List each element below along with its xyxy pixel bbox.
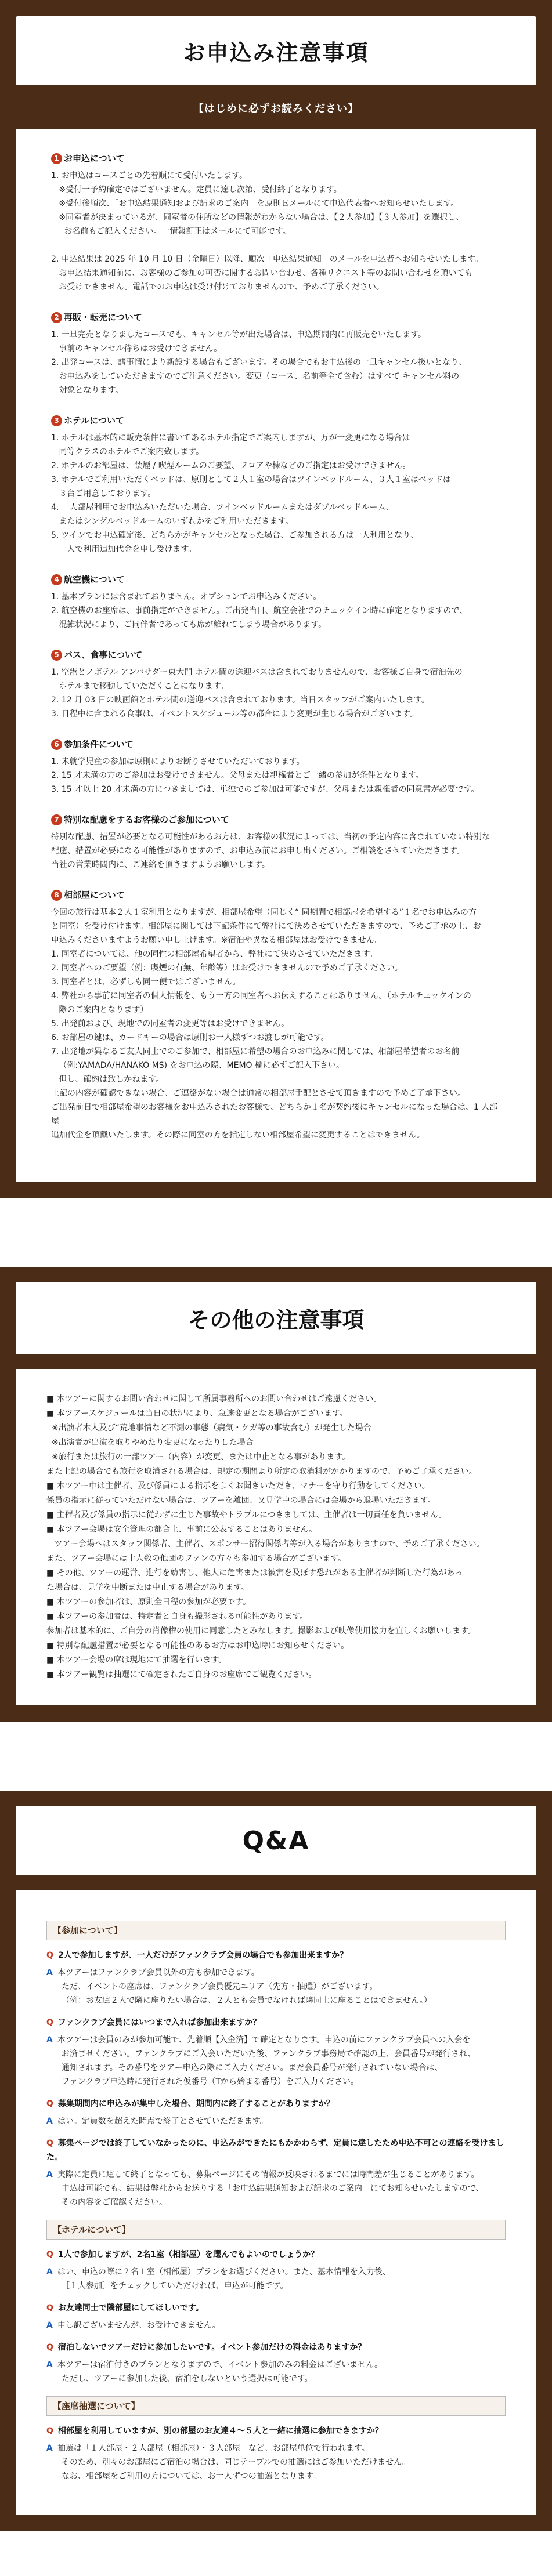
section-line: 追加代金を頂戴いたします。その際に同室の方を指定しない相部屋希望に変更することはできません。: [51, 1131, 425, 1140]
answer-text: 実際に定員に達して終了となっても、募集ページにその情報が反映されるまでには時間差が生じることがあります。: [57, 2170, 479, 2179]
notice-section: [51, 888, 501, 1142]
qa-category-header: 【座席抽選について】: [46, 2396, 506, 2416]
section-number-badge: 7: [51, 814, 62, 825]
section-line: 3. 同室者とは、必ずしも同一便ではございません。: [51, 977, 241, 987]
answer: [46, 2358, 506, 2386]
question-marker: Q: [46, 2426, 53, 2436]
section-line: お申込結果通知前に、お客様のご参加の可否に関するお問い合わせ、各種リクエスト等のお問い合わせを頂いても: [51, 269, 473, 278]
section-line: 5. ツインでお申込確定後、どちらかがキャンセルとなった場合、ご参加される方は一人利用となり、: [51, 531, 419, 540]
section-heading: [51, 310, 501, 324]
section-line: お受けできません。電話でのお申込は受け付けておりませんので、予めご了承ください。: [51, 282, 384, 292]
section-line: 1. 空港とノボテル アンバサダー東大門 ホテル間の送迎バスは含まれておりませんので、お客様ご自身で宿泊先の: [51, 668, 463, 677]
section-line: 5. 出発前および、現地での同室者の変更等はお受けできません。: [51, 1019, 290, 1028]
question-text: 相部屋を利用していますが、別の部屋のお友達４～５人と一緒に抽選に参加できますか？: [57, 2426, 383, 2436]
answer-line: [46, 1994, 506, 2008]
section-line: 2. 出発コースは、諸事情により新設する場合もございます。その場合でもお申込後の一旦キャンセル扱いとなり、: [51, 358, 467, 367]
answer-line: [46, 2372, 506, 2386]
other-notice-line: ※出演者本人及び“荒地事情など不測の事態（病気・ケガ等の事故含む）が発生した場合: [46, 1423, 371, 1433]
answer-line: [46, 2061, 506, 2075]
other-notice-line: ■ 本ツアーの参加者は、特定者と自身も撮影される可能性があります。: [46, 1612, 308, 1621]
section-line: 3. 15 才以上 20 才未満の方につきましては、単独でのご参加は可能ですが、父母または親権者の同意書が必要です。: [51, 785, 479, 794]
section-line: 2. ホテルのお部屋は、禁煙 / 喫煙ルームのご要望、フロアや棟などのご指定はお受けできません。: [51, 461, 411, 470]
answer-text: ただ、イベントの座席は、ファンクラブ会員優先エリア（先方・抽選）がございます。: [62, 1982, 378, 1991]
answer-text: 抽選は「１人部屋・２人部屋（相部屋）・３人部屋」など、お部屋単位で行われます。: [57, 2444, 370, 2453]
section-number-badge: 6: [51, 739, 62, 750]
question-text: 1人で参加しますが、2名1室（相部屋）を選んでもよいのでしょうか？: [57, 2250, 319, 2259]
other-notice-line: ■ 主催者及び係員の指示に従わずに生じた事故やトラブルにつきましては、主催者は一切責任を負いません。: [46, 1510, 447, 1520]
answer-marker: A: [46, 1968, 53, 1977]
section-line: 4. 弊社から事前に同室者の個人情報を、もう一方の同室者へお伝えすることはありません。（ホテルチェックインの: [51, 991, 471, 1001]
section-line: 同等クラスのホテルでご案内致します。: [51, 447, 204, 456]
notice-section: [51, 813, 501, 872]
notice-section: [51, 737, 501, 796]
question-marker: Q: [46, 2018, 53, 2027]
answer: [46, 2033, 506, 2089]
other-content: [16, 1369, 536, 1705]
other-notice-line: ※出演者が出演を取りやめたり変更になったりした場合: [46, 1438, 254, 1447]
other-notice-line: ■ 本ツアーの参加者は、原則全日程の参加が必要です。: [46, 1597, 251, 1607]
other-notice-line: ■ 本ツアーに関するお問い合わせに関して所属事務所へのお問い合わせはご遠慮ください。: [46, 1394, 382, 1404]
section-line: 1. 未就学児童の参加は原則によりお断りさせていただいております。: [51, 757, 305, 766]
question: [46, 2340, 506, 2354]
section-line: 2. 航空機のお座席は、事前指定ができません。ご出発当日、航空会社でのチェックイン時に確定となりますので、: [51, 606, 468, 615]
answer: [46, 1966, 506, 2008]
other-notice-line: 係員の指示に従っていただけない場合は、ツアーを離団、又見学中の場合には会場から退場いただきます。: [46, 1496, 436, 1505]
answer-marker: A: [46, 2321, 53, 2330]
answer-line: [46, 2195, 506, 2209]
answer: [46, 2318, 506, 2332]
section-heading: [51, 737, 501, 751]
answer: [46, 2114, 506, 2128]
answer-line: [46, 2168, 506, 2182]
qa-content: [16, 1890, 536, 2515]
answer-text: そのため、別々のお部屋にご宿泊の場合は、同じテーブルでの抽選にはご参加いただけません。: [62, 2458, 411, 2467]
notice-content: [16, 129, 536, 1182]
question-marker: Q: [46, 2303, 53, 2313]
other-notice-line: ■ 本ツアー会場の席は現地にて抽選を行います。: [46, 1655, 227, 1665]
section-line: ※受付一予約確定ではございません。定員に達し次第、受付終了となります。: [51, 185, 342, 194]
section-title: ホテルについて: [64, 415, 124, 426]
answer-text: はい、申込の際に２名１室（相部屋）プランをお選びください。また、基本情報を入力後、: [57, 2267, 391, 2277]
section-line: 事前のキャンセル待ちはお受けできません。: [51, 344, 222, 353]
question-text: ファンクラブ会員にはいつまで入れば参加出来ますか？: [57, 2018, 261, 2027]
section-title: バス、食事について: [64, 650, 143, 660]
question: [46, 2424, 506, 2438]
section-line: [51, 238, 501, 252]
section-heading: [51, 648, 501, 662]
section-spacer: [0, 1198, 552, 1267]
notice-section: [51, 151, 501, 294]
section-heading: [51, 151, 501, 165]
section-spacer: [0, 1722, 552, 1791]
section-title: お申込について: [64, 153, 125, 164]
section-number-badge: 1: [51, 153, 62, 164]
section-line: 今回の旅行は基本２人１室利用となりますが、相部屋希望（同じく“ 同期間で相部屋を希望する”１名でお申込みの方: [51, 908, 477, 917]
answer-line: [46, 2047, 506, 2061]
other-notice-line: 参加者は基本的に、ご自分の肖像権の使用に同意したとみなします。撮影および映像使用協力を宜しくお願いします。: [46, 1626, 476, 1636]
section-line: 3. ホテルでご利用いただくベッドは、原則として２人１室の場合はツインベッドルーム、３人１室はベッドは: [51, 475, 451, 484]
answer-marker: A: [46, 2170, 53, 2179]
other-notice-line: ツアー会場へはスタッフ関係者、主催者、スポンサー招待関係者等が入る場合がありますので、予めご了承ください。: [46, 1539, 485, 1549]
section-line: 2. 12 月 03 日の映画館とホテル間の送迎バスは含まれております。当日スタッフがご案内いたします。: [51, 695, 430, 705]
answer-line: [46, 2265, 506, 2279]
section-line: 申込みくださいますようお願い申し上げます。※宿泊や異なる相部屋はお受けできません。: [51, 936, 383, 945]
answer-text: 本ツアーはファンクラブ会員以外の方も参加できます。: [57, 1968, 259, 1977]
other-notice-line: ■ 特別な配慮措置が必要となる可能性のあるお方はお申込時にお知らせください。: [46, 1641, 349, 1650]
answer-text: 本ツアーは会員のみが参加可能で、先着順【入金済】で確定となります。申込の前にファンクラブ会員への入会を: [57, 2035, 471, 2045]
section-heading: [51, 813, 501, 827]
section-line: （例:YAMADA/HANAKO MS) をお申込の際、MEMO 欄に必ずご記入下さい。: [51, 1061, 344, 1070]
answer-marker: A: [46, 2117, 53, 2126]
section-line: ホテルまで移動していただくことになります。: [51, 682, 229, 691]
section-line: 2. 15 才未満の方のご参加はお受けできません。父母または親権者とご一緒の参加が条件となります。: [51, 771, 424, 780]
question-marker: Q: [46, 2343, 53, 2352]
section-title: 航空機について: [64, 574, 125, 585]
notice-section: [51, 573, 501, 632]
section-line: 2. 申込結果は 2025 年 10 月 10 日（金曜日）以降、順次「申込結果通知」のメールを申込者へお知らせいたします。: [51, 255, 483, 264]
answer-line: [46, 2318, 506, 2332]
answer-line: [46, 2455, 506, 2469]
other-notice-line: ■ 本ツアースケジュールは当日の状況により、急遽変更となる場合がございます。: [46, 1409, 348, 1418]
section-heading: [51, 414, 501, 427]
answer-line: [46, 2279, 506, 2293]
section-line: 当社の営業時間内に、ご連絡を頂きますようお願いします。: [51, 860, 270, 869]
section-line: 7. 出発地が異なるご友人同士でのご参加で、相部屋に希望の場合のお申込みに関しては、相部屋希望者のお名前: [51, 1047, 460, 1056]
answer-text: ただし、ツアーに参加した後、宿泊をしないという選択は可能です。: [62, 2374, 313, 2383]
other-notice-line: ■ 本ツアー会場は安全管理の都合上、事前に公表することはありません。: [46, 1525, 318, 1534]
question-marker: Q: [46, 2139, 53, 2148]
other-title: その他の注意事項: [16, 1282, 536, 1354]
answer-line: [46, 2033, 506, 2047]
section-title: 特別な配慮をするお客様のご参加について: [64, 814, 229, 825]
section-line: ※同室者が決まっているが、同室者の住所などの情報がわからない場合は、【２人参加】【３人参加】を選択し、: [51, 213, 464, 222]
qa-title: Q&A: [16, 1806, 536, 1875]
section-line: 一人で利用追加代金を申し受けます。: [51, 545, 197, 554]
section-number-badge: 3: [51, 415, 62, 426]
qa-body: [0, 1890, 552, 2531]
section-line: 但し、確約は致しかねます。: [51, 1075, 164, 1084]
answer: [46, 2265, 506, 2293]
answer-line: [46, 2114, 506, 2128]
section-line: 際のご案内となります）: [51, 1005, 149, 1015]
notice-header: [0, 0, 552, 129]
section-line: 1. 一旦完売となりましたコースでも、キャンセル等が出た場合は、申込期間内に再販売をいたします。: [51, 330, 426, 339]
section-number-badge: 8: [51, 890, 62, 901]
section-line: 上記の内容が確認できない場合、ご連絡がない場合は通常の相部屋手配とさせて頂きますので予めご了承下さい。: [51, 1089, 466, 1098]
answer-text: 本ツアーは宿泊付きのプランとなりますので、イベント参加のみの料金はございません。: [57, 2360, 383, 2370]
section-line: 対象となります。: [51, 386, 124, 395]
section-heading: [51, 573, 501, 586]
section-number-badge: 5: [51, 650, 62, 661]
other-notice-line: ■ 本ツアー中は主催者、及び係員による指示をよくお聞きいただき、マナーを守り行動をしてください。: [46, 1481, 430, 1491]
question: [46, 2136, 506, 2164]
other-body: [0, 1369, 552, 1722]
section-line: お名前もご記入ください。一情報訂正はメールにて可能です。: [51, 227, 291, 236]
question-text: 募集ページでは終了していなかったのに、申込みができたにもかかわらず、定員に達したため申込不可との連絡を受けました。: [46, 2139, 504, 2162]
question: [46, 2248, 506, 2262]
question-text: 募集期間内に申込みが集中した場合、期間内に終了することがありますか？: [57, 2099, 334, 2108]
answer-text: はい。定員数を超えた時点で終了とさせていただきます。: [57, 2117, 268, 2126]
answer-line: [46, 2441, 506, 2455]
section-line: 3. 日程中に含まれる食事は、イベントスケジュール等の都合により変更が生じる場合がございます。: [51, 709, 418, 719]
answer-text: その内容をご確認ください。: [62, 2198, 167, 2207]
answer-line: [46, 2075, 506, 2089]
section-line: 1. 同室者については、他の同性の相部屋希望者から、弊社にて決めさせていただきます。: [51, 950, 378, 959]
section-title: 参加条件について: [64, 739, 134, 749]
section-line: 4. 一人部屋利用でお申込みいただいた場合、ツインベッドルームまたはダブルベッドルーム、: [51, 503, 394, 512]
qa-category-header: 【ホテルについて】: [46, 2220, 506, 2240]
section-line: お申込みをしていただきますのでご注意ください。変更（コース、名前等全て含む）はすべて キャンセル料の: [51, 372, 460, 381]
answer-line: [46, 2469, 506, 2483]
qa-header: [0, 1791, 552, 1890]
answer-marker: A: [46, 2444, 53, 2453]
section-line: 混雑状況により、ご同伴者であっても席が離れてしまう場合があります。: [51, 620, 327, 629]
section-heading: [51, 888, 501, 902]
section-line: 1. ホテルは基本的に販売条件に書いてあるホテル指定でご案内しますが、万が一変更になる場合は: [51, 433, 410, 443]
section-number-badge: 4: [51, 574, 62, 585]
other-notice-line: た場合は、見学を中断または中止する場合があります。: [46, 1583, 249, 1592]
notice-body: [0, 129, 552, 1198]
answer-marker: A: [46, 2035, 53, 2045]
answer-line: [46, 1966, 506, 1980]
answer-marker: A: [46, 2360, 53, 2370]
section-line: 特別な配慮、措置が必要となる可能性があるお方は、お客様の状況によっては、当初の予定内容に含まれていない特別な: [51, 832, 490, 842]
notice-section: [51, 648, 501, 721]
answer-text: ［１人参加］をチェックしていただければ、申込が可能です。: [62, 2281, 288, 2291]
section-line: ※受付後順次、「お申込結果通知および請求のご案内」を原則Ｅメールにて申込代表者へお知らせいたします。: [51, 199, 459, 208]
page-title: お申込み注意事項: [183, 40, 369, 66]
answer-text: 申し訳ございませんが、お受けできません。: [57, 2321, 221, 2330]
section-line: 6. お部屋の鍵は、カードキーの場合は原則お一人様ずつお渡しが可能です。: [51, 1033, 329, 1042]
answer-text: なお、相部屋をご利用の方については、お一人ずつの抽選となります。: [62, 2472, 321, 2481]
answer: [46, 2168, 506, 2209]
section-line: 配慮、措置が必要になる可能性がありますので、お申込み前にお申し出ください。ご相談をさせていただきます。: [51, 846, 465, 856]
question-text: お友達同士で隣部屋にしてほしいです。: [57, 2303, 204, 2313]
question-text: 2人で参加しますが、一人だけがファンクラブ会員の場合でも参加出来ますか？: [57, 1951, 348, 1960]
answer: [46, 2441, 506, 2483]
notice-section: [51, 310, 501, 397]
section-number-badge: 2: [51, 312, 62, 323]
answer-text: 申込は可能でも、結果は弊社からお送りする「お申込結果通知および請求のご案内」にてお知らせいたしますので、: [62, 2184, 484, 2193]
question: [46, 2301, 506, 2315]
section-line: またはシングルベッドルームのいずれかをご利用いただきます。: [51, 517, 294, 526]
qa-category-header: 【参加について】: [46, 1921, 506, 1940]
section-title: 相部屋について: [64, 890, 125, 900]
notice-section: [51, 414, 501, 556]
section-line: 2. 同室者へのご要望（例：喫煙の有無、年齢等）はお受けできませんので予めご了承ください。: [51, 963, 403, 973]
question-marker: Q: [46, 1951, 53, 1960]
other-notice-line: また上記の場合でも旅行を取消される場合は、規定の期間より所定の取消料がかかりますので、予めご了承ください。: [46, 1467, 477, 1476]
page-subtitle: 【はじめに必ずお読みください】: [0, 85, 552, 129]
other-header: [0, 1267, 552, 1369]
question-text: 宿泊しないでツアーだけに参加したいです。イベント参加だけの料金はありますか？: [57, 2343, 366, 2352]
answer-text: ファンクラブ申込時に発行された仮番号（Tから始まる番号）をご入力ください。: [62, 2077, 359, 2086]
other-notice-line: ■ その他、ツアーの運営、進行を妨害し、他人に危害または被害を及ぼす恐れがある主催者が判断した行為があっ: [46, 1568, 463, 1578]
section-line: 1. 基本プランには含まれておりません。オプションでお申込みください。: [51, 592, 322, 602]
section-line: 1. お申込はコースごとの先着順にて受付いたします。: [51, 171, 247, 180]
question: [46, 1948, 506, 1962]
section-line: と同室）を受け付けます。相部屋に関しては下記条件にて弊社にて決めさせていただきますので、予めご了承の上、お: [51, 922, 481, 931]
answer-text: 通知されます。その番号をツアー申込の際にご入力ください。まだ会員番号が発行されていない場合は、: [62, 2063, 443, 2073]
question: [46, 2016, 506, 2030]
notice-title-box: [16, 16, 536, 85]
question-marker: Q: [46, 2250, 53, 2259]
other-notice-line: ■ 本ツアー観覧は抽選にて確定されたご自身のお座席でご観覧ください。: [46, 1670, 317, 1679]
answer-line: [46, 2358, 506, 2372]
answer-line: [46, 1980, 506, 1994]
answer-line: [46, 2182, 506, 2195]
section-title: 再販・転売について: [64, 312, 142, 323]
other-notice-line: ※旅行または旅行の一部ツアー（内容）が変更、または中止となる事があります。: [46, 1452, 351, 1462]
question: [46, 2097, 506, 2111]
answer-text: （例：お友達２人で隣に座りたい場合は、２人とも会員でなければ隣同士に座ることはできません。）: [62, 1996, 432, 2005]
section-line: ３台ご用意しております。: [51, 489, 156, 498]
answer-marker: A: [46, 2267, 53, 2277]
question-marker: Q: [46, 2099, 53, 2108]
answer-text: お済ませください。ファンクラブにご入会いただいた後、ファンクラブ事務局で確認の上、会員番号が発行され、: [62, 2049, 476, 2059]
section-line: ご出発前日で相部屋希望のお客様をお申込みされたお客様で、どちらか１名が契約後にキャンセルになった場合は、1 人部屋: [51, 1103, 498, 1126]
other-notice-line: また、ツアー会場には十人数の他団のファンの方々も参加する場合がございます。: [46, 1554, 347, 1563]
